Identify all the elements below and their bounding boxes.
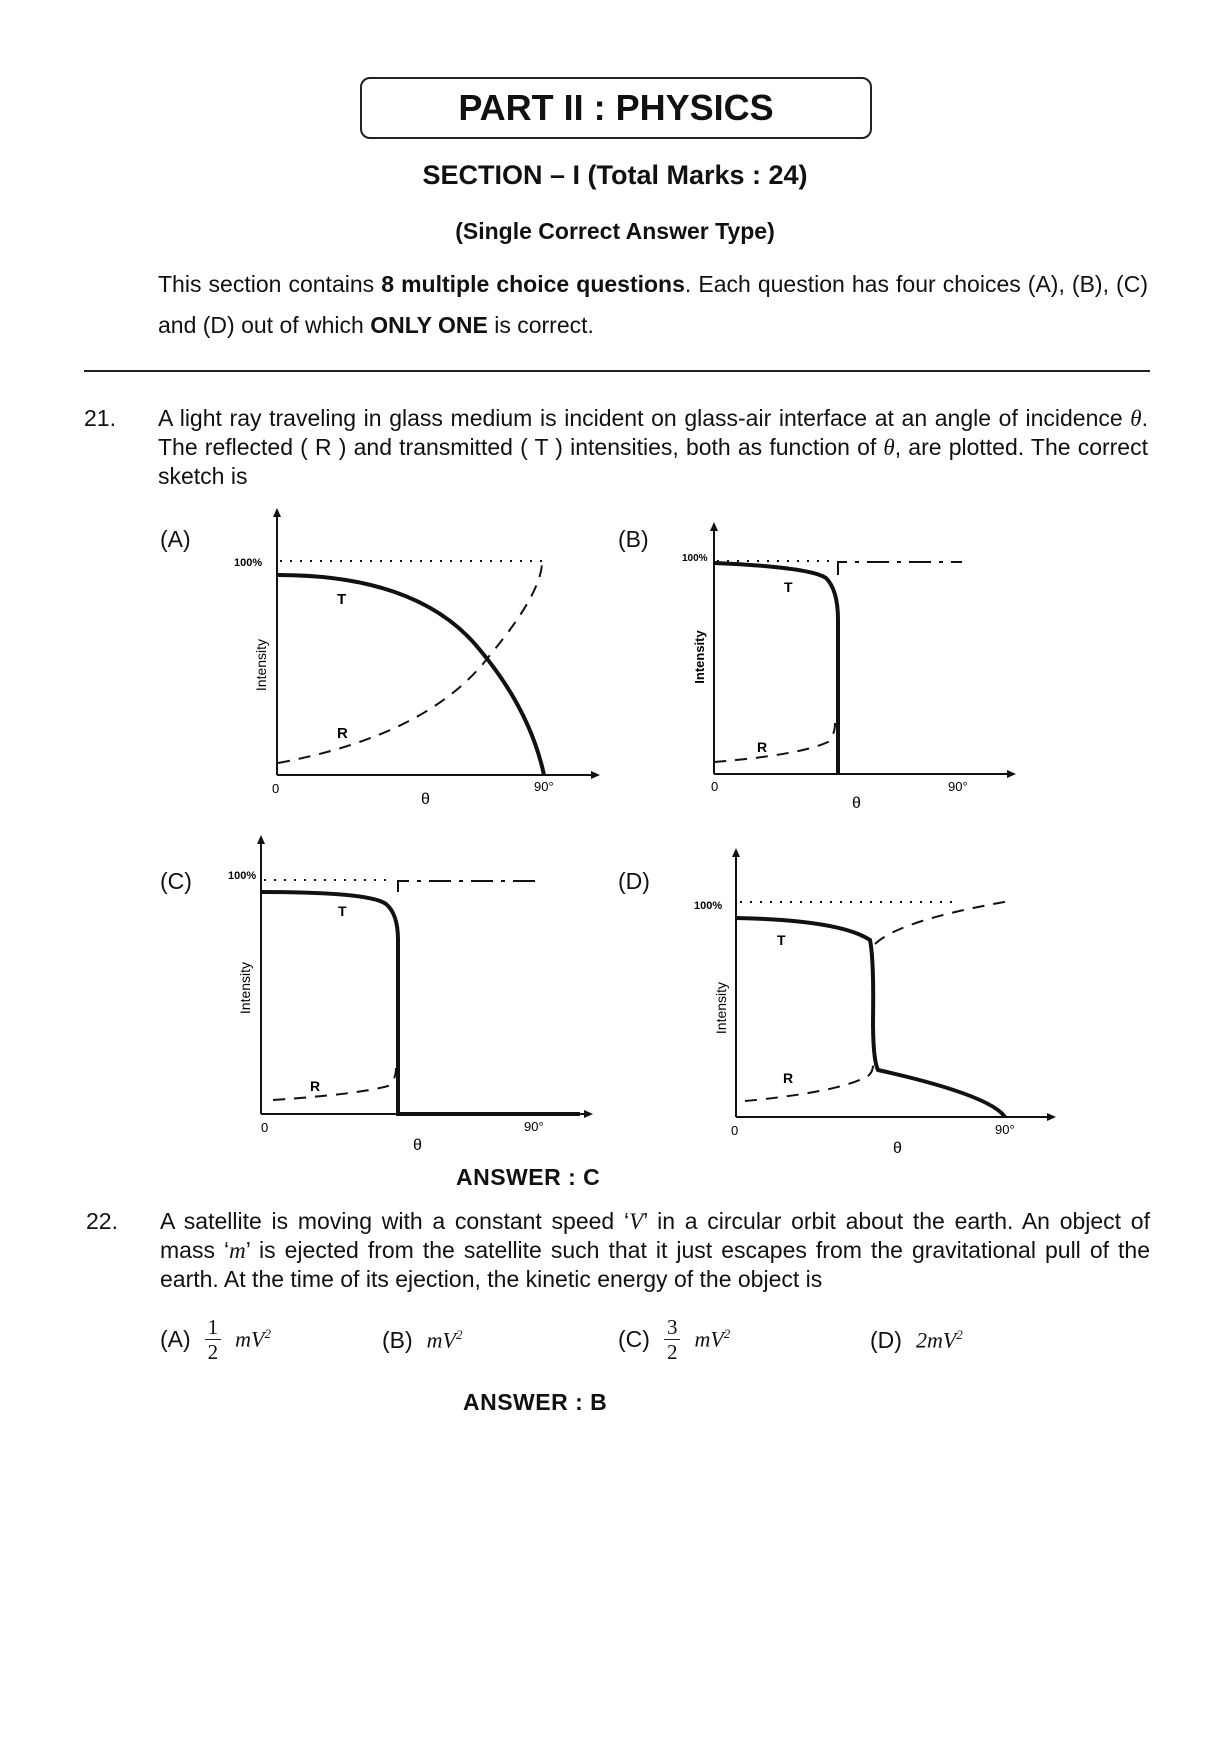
graph-b-100-label: 100% xyxy=(682,553,708,564)
q22-var-v: V xyxy=(629,1209,644,1234)
q22-choice-a-den: 2 xyxy=(207,1340,219,1364)
q22-choice-a-expr xyxy=(235,1326,271,1352)
q22-choice-c-den: 2 xyxy=(666,1340,678,1364)
q22-choice-b-expr xyxy=(427,1327,463,1353)
q22-choice-a-num: 1 xyxy=(205,1315,222,1340)
intro-text-2: . Each question has four choices (A), (B), (C) and (D) out of which xyxy=(158,271,1148,338)
q22-choice-d-base: 2mV xyxy=(915,1327,957,1353)
graph-c-origin: 0 xyxy=(261,1120,269,1135)
graph-a-y-label: Intensity xyxy=(253,638,269,692)
question-22-number: 22. xyxy=(86,1208,118,1234)
graph-d xyxy=(694,852,1052,1157)
graph-c xyxy=(228,839,589,1154)
graph-b-x-label: θ xyxy=(852,795,861,812)
graph-a-r-curve xyxy=(278,564,542,763)
q22-choice-c-base: mV xyxy=(694,1326,724,1352)
q21-option-c-label: (C) xyxy=(160,868,192,894)
question-22-text xyxy=(160,1207,1150,1294)
q22-choice-d-expr xyxy=(916,1327,963,1353)
graph-a-t-curve xyxy=(278,575,544,775)
graph-a xyxy=(234,512,596,808)
q21-text-3: , are plotted. The correct sketch is xyxy=(158,434,1148,489)
q21-option-b-label: (B) xyxy=(618,526,649,552)
graph-b-x-end: 90° xyxy=(948,779,968,794)
graph-c-x-end: 90° xyxy=(524,1119,544,1134)
graph-b-r-top xyxy=(838,562,962,575)
graph-d-r-curve xyxy=(745,1065,873,1101)
q22-choice-c-exp: 2 xyxy=(723,1326,731,1342)
q22-choice-b-base: mV xyxy=(426,1327,456,1353)
graph-b-t-curve xyxy=(714,563,838,774)
q22-choice-c-num: 3 xyxy=(664,1315,681,1340)
graph-b xyxy=(682,526,1012,812)
graph-c-t-label: T xyxy=(338,903,347,919)
graph-a-t-label: T xyxy=(337,591,347,608)
graph-d-100-label: 100% xyxy=(694,900,723,912)
graph-b-r-label: R xyxy=(757,739,768,755)
q22-choice-d-label: (D) xyxy=(870,1326,902,1353)
section-title: SECTION – I (Total Marks : 24) xyxy=(422,160,808,190)
q22-text-3: ’ is ejected from the satellite such that it just escapes from the gravitational pull of the earth. At the time of its ejection, the kinetic energy of the object is xyxy=(160,1237,1150,1292)
graph-d-t-label: T xyxy=(777,932,786,948)
graph-b-r-curve xyxy=(714,723,835,762)
graph-c-x-label: θ xyxy=(413,1137,422,1154)
graph-a-r-label: R xyxy=(337,725,348,742)
graph-d-x-end: 90° xyxy=(995,1122,1015,1137)
graph-a-100-label: 100% xyxy=(234,557,263,569)
q21-option-a-label: (A) xyxy=(160,526,191,552)
q22-choice-b-label: (B) xyxy=(382,1326,413,1353)
graph-c-y-label: Intensity xyxy=(237,961,253,1015)
graph-c-r-top xyxy=(398,881,538,892)
q22-text-2: ’ in a circular orbit about the earth. An object of mass ‘ xyxy=(160,1208,1150,1263)
graph-d-x-label: θ xyxy=(893,1140,902,1157)
graph-a-x-end: 90° xyxy=(534,779,554,794)
part-title: PART II : PHYSICS xyxy=(360,77,872,139)
q21-theta-1: θ xyxy=(1130,406,1142,431)
graph-b-y-label: Intensity xyxy=(692,630,707,684)
graph-a-x-label: θ xyxy=(421,791,430,808)
q22-choice-c-expr xyxy=(694,1326,730,1352)
q22-choice-b xyxy=(382,1315,463,1365)
graph-c-r-curve xyxy=(273,1068,396,1100)
q22-choice-a-fraction xyxy=(205,1315,222,1364)
graph-d-r-label: R xyxy=(783,1070,794,1086)
graph-d-origin: 0 xyxy=(731,1123,739,1138)
q21-text-2: . The reflected ( R ) and transmitted ( T ) intensities, both as function of xyxy=(158,405,1148,460)
intro-bold-1: 8 multiple choice questions xyxy=(381,271,685,297)
question-21-number: 21. xyxy=(84,405,116,431)
intro-bold-2: ONLY ONE xyxy=(370,312,488,338)
graph-a-origin: 0 xyxy=(272,781,280,796)
q22-choice-d-exp: 2 xyxy=(956,1326,963,1342)
intro-text-1: This section contains xyxy=(158,271,382,297)
q22-text-1: A satellite is moving with a constant speed ‘ xyxy=(160,1208,630,1234)
q21-theta-2: θ xyxy=(883,435,895,460)
q22-choice-a xyxy=(160,1315,271,1364)
q22-choice-c-label: (C) xyxy=(618,1326,650,1352)
q22-choice-b-exp: 2 xyxy=(456,1326,463,1342)
q22-choice-a-label: (A) xyxy=(160,1326,191,1352)
graph-b-origin: 0 xyxy=(711,779,719,794)
q22-choice-d xyxy=(870,1315,963,1365)
q21-text-1: A light ray traveling in glass medium is incident on glass-air interface at an angle of incidence xyxy=(158,405,1131,431)
graph-b-t-label: T xyxy=(784,579,793,595)
question-21-answer: ANSWER : C xyxy=(456,1164,601,1190)
intro-text-3: is correct. xyxy=(487,312,594,338)
q22-choice-c xyxy=(618,1315,730,1364)
q22-choice-a-exp: 2 xyxy=(264,1326,271,1342)
graph-d-y-label: Intensity xyxy=(713,981,729,1035)
answer-type-subtitle: (Single Correct Answer Type) xyxy=(455,218,775,244)
graph-d-r-top xyxy=(875,901,1010,944)
graph-c-100-label: 100% xyxy=(228,870,257,882)
graph-c-r-label: R xyxy=(310,1078,321,1094)
question-22-answer: ANSWER : B xyxy=(463,1389,608,1415)
q22-var-m: m xyxy=(229,1238,246,1263)
q22-choice-a-base: mV xyxy=(235,1326,265,1352)
q21-option-d-label: (D) xyxy=(618,868,650,894)
q22-choice-c-fraction xyxy=(664,1315,681,1364)
graph-c-t-curve xyxy=(261,892,580,1114)
